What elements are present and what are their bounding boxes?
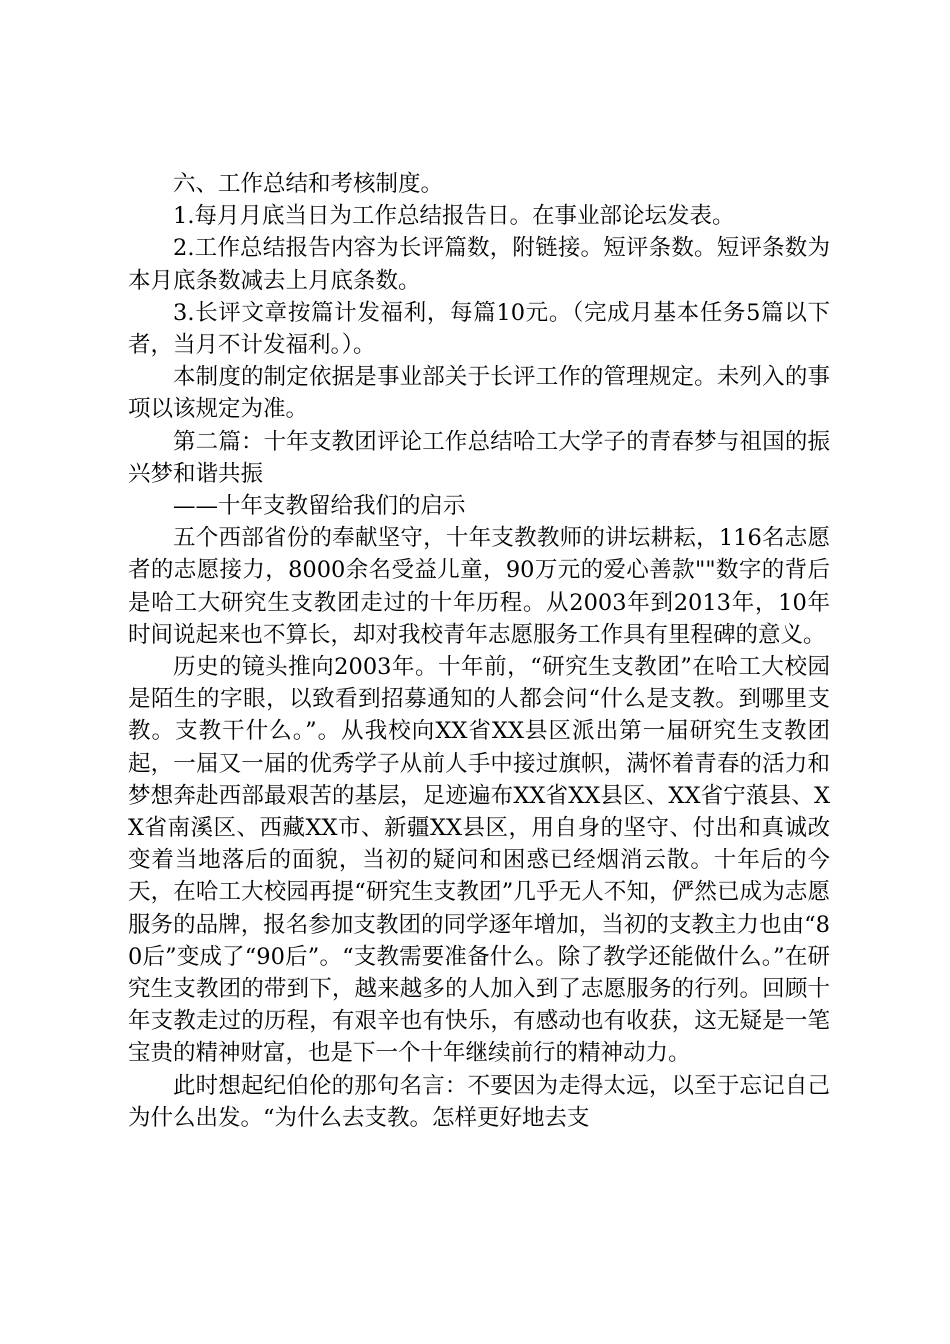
body-paragraph: 历史的镜头推向2003年。十年前，“研究生支教团”在哈工大校园是陌生的字眼，以致看到招募通知的人都会问“什么是支教。到哪里支教。支教干什么。”。从我校向XX省XX县区派出第一届研究生支教团起，一届又一届的优秀学子从前人手中接过旗帜，满怀着青春的活力和梦想奔赴西部最艰苦的基层，足迹遍布XX省XX县区、XX省宁蒗县、XX省南溪区、西藏XX市、新疆XX县区，用自身的坚守、付出和真诚改变着当地落后的面貌，当初的疑问和困惑已经烟消云散。十年后的今天，在哈工大校园再提“研究生支教团”几乎无人不知，俨然已成为志愿服务的品牌，报名参加支教团的同学逐年增加，当初的支教主力也由“80后”变成了“90后”。“支教需要准备什么。除了教学还能做什么。”在研究生支教团的带到下，越来越多的人加入到了志愿服务的行列。回顾十年支教走过的历程，有艰辛也有快乐，有感动也有收获，这无疑是一笔宝贵的精神财富，也是下一个十年继续前行的精神动力。 [128, 654, 830, 1067]
body-paragraph: 五个西部省份的奉献坚守，十年支教教师的讲坛耕耘，116名志愿者的志愿接力，8000余名受益儿童，90万元的爱心善款""数字的背后是哈工大研究生支教团走过的十年历程。从2003年到2013年，10年时间说起来也不算长，却对我校青年志愿服务工作具有里程碑的意义。 [128, 525, 830, 648]
document-body [128, 168, 830, 1134]
rule-basis-paragraph: 本制度的制定依据是事业部关于长评工作的管理规定。未列入的事项以该规定为准。 [128, 364, 830, 423]
section-heading-work-summary: 六、工作总结和考核制度。 [173, 171, 444, 197]
article-title: 第二篇：十年支教团评论工作总结哈工大学子的青春梦与祖国的振兴梦和谐共振 [128, 428, 830, 487]
article-subtitle: ——十年支教留给我们的启示 [173, 493, 466, 520]
body-paragraph: 此时想起纪伯伦的那句名言：不要因为走得太远，以至于忘记自己为什么出发。“为什么去支教。怎样更好地去支 [128, 1072, 830, 1131]
rule-item-3: 3.长评文章按篇计发福利，每篇10元。（完成月基本任务5篇以下者，当月不计发福利。）。 [128, 299, 830, 359]
rule-item-2: 2.工作总结报告内容为长评篇数，附链接。短评条数。短评条数为本月底条数减去上月底条数。 [128, 235, 830, 294]
rule-item-1: 1.每月月底当日为工作总结报告日。在事业部论坛发表。 [173, 203, 735, 230]
